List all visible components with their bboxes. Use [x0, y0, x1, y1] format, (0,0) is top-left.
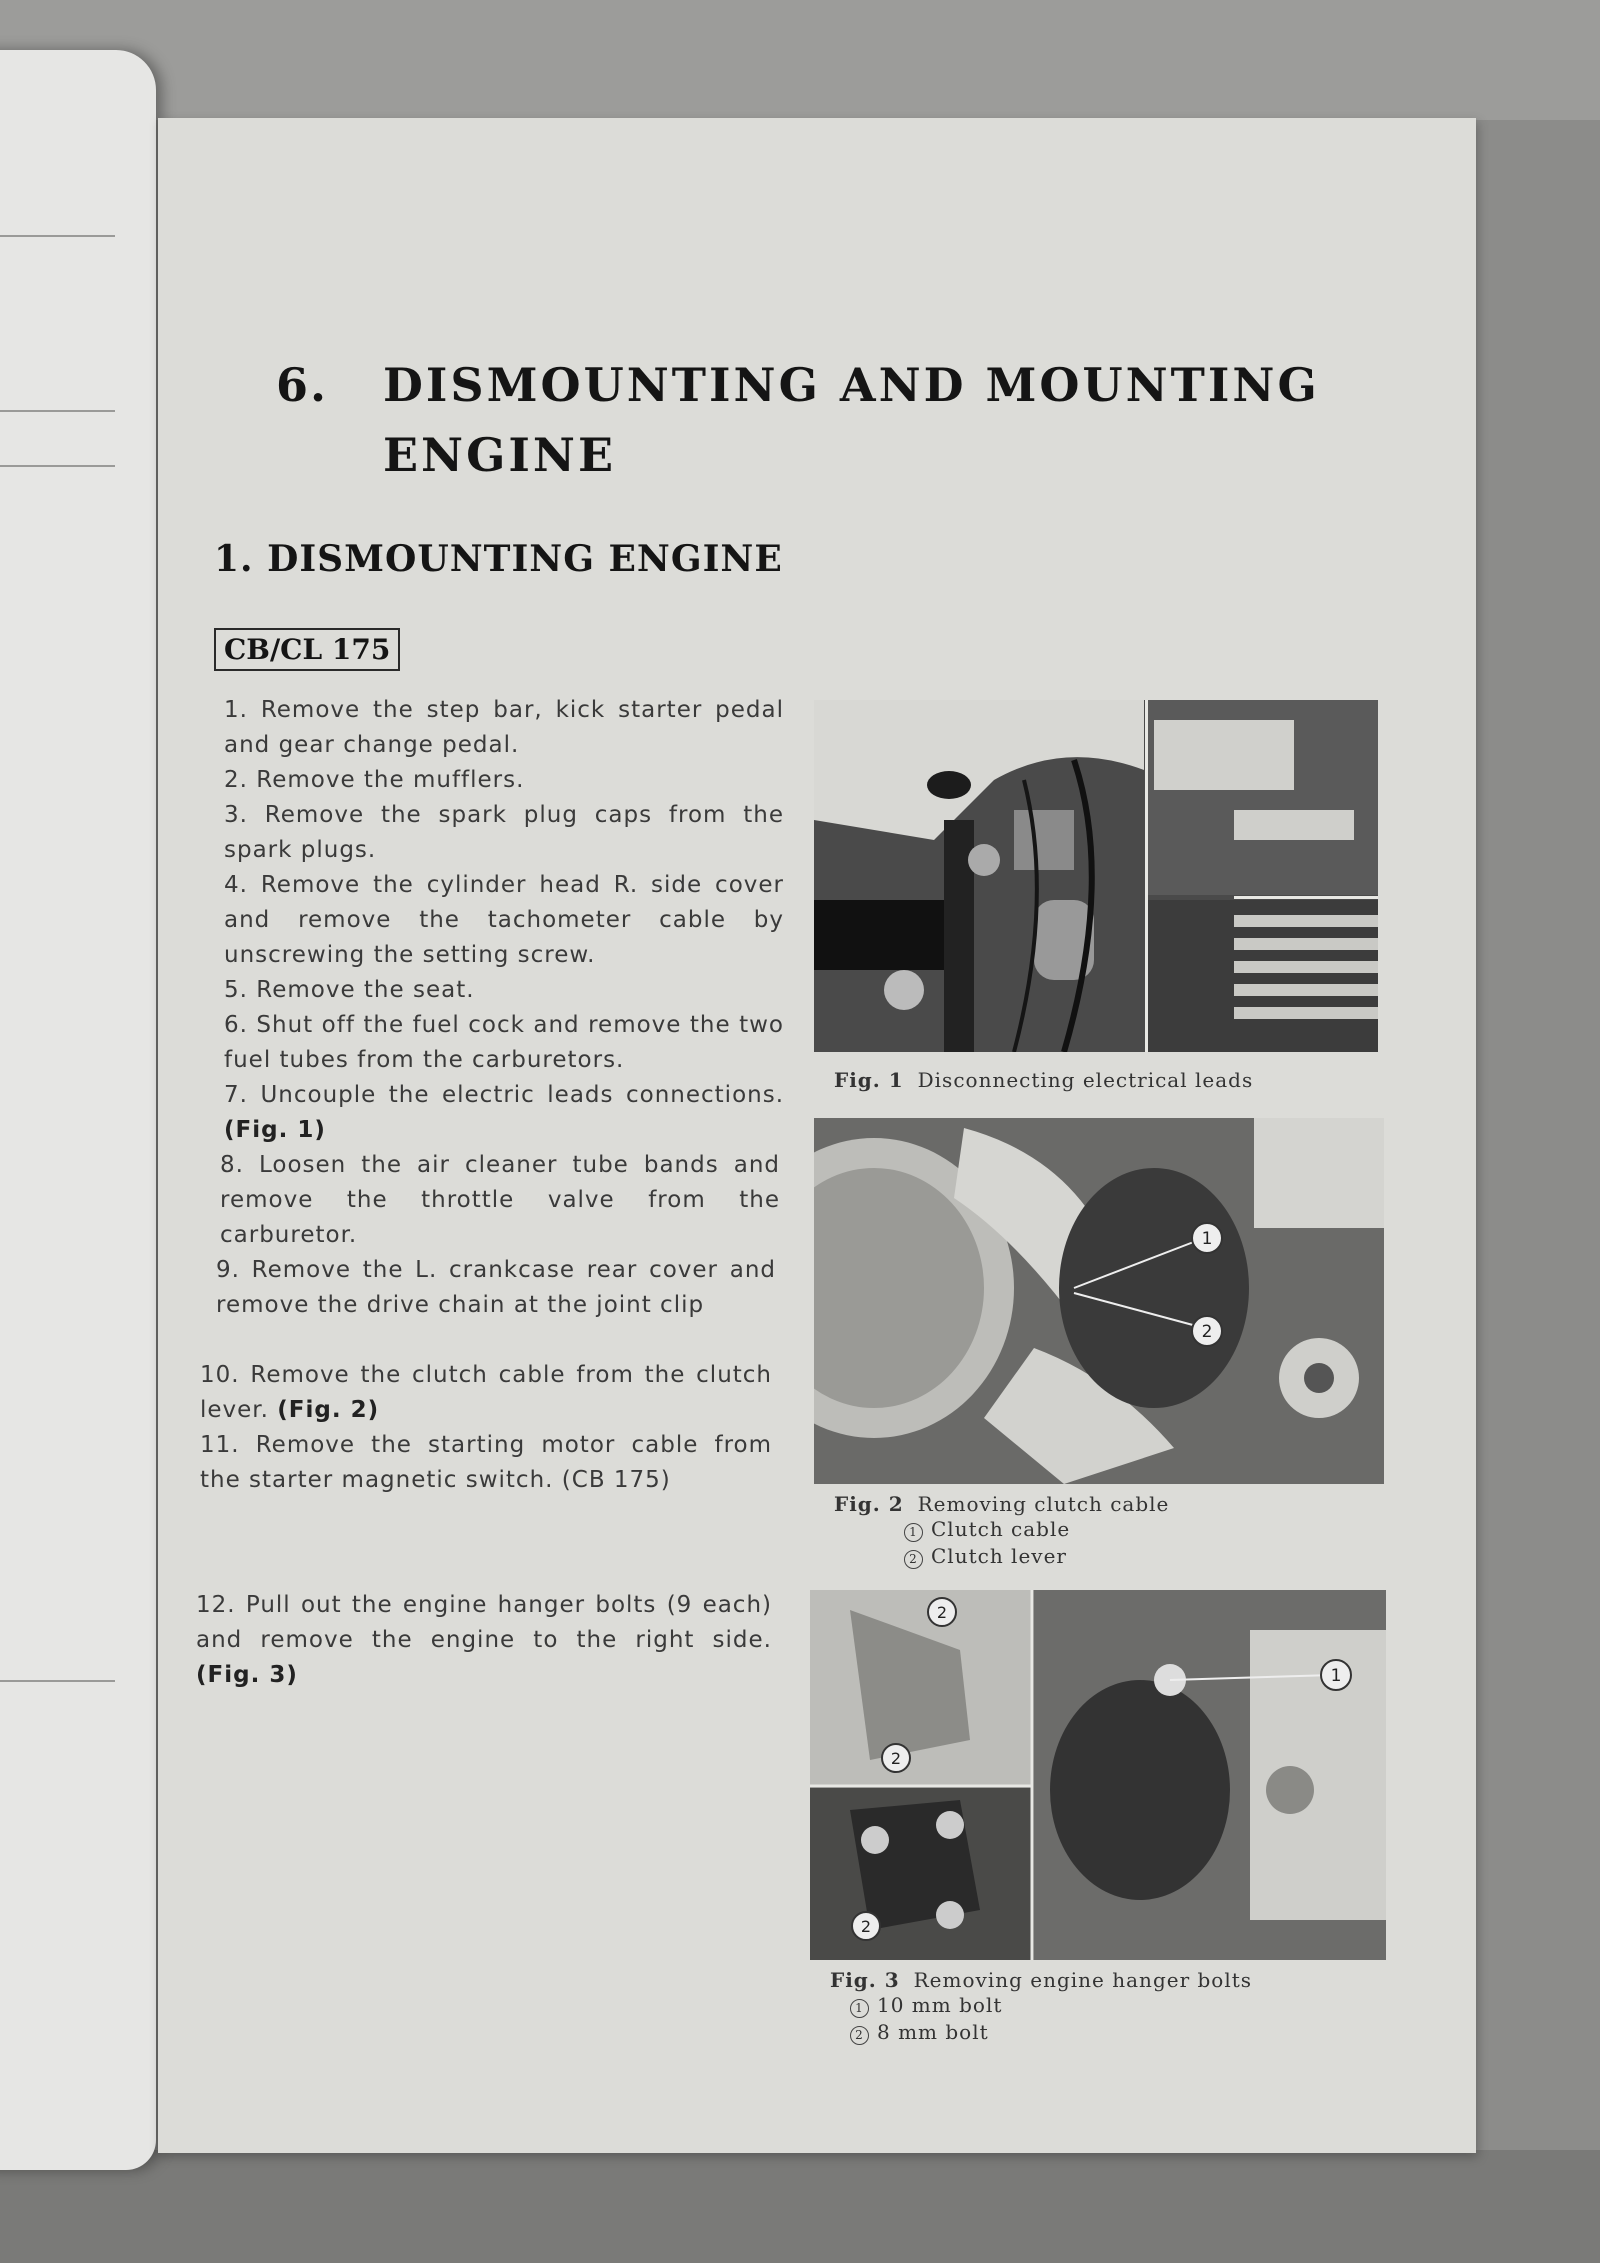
- fig1-photo: [814, 700, 1378, 1052]
- model-label: CB/CL 175: [214, 628, 400, 671]
- backdrop-bottom: [0, 2150, 1600, 2263]
- fig2-caption: Fig. 2 Removing clutch cable 1 Clutch cable 2 Clutch lever: [834, 1492, 1170, 1568]
- fig1-caption: Fig. 1 Disconnecting electrical leads: [834, 1068, 1254, 1092]
- svg-text:2: 2: [890, 1749, 902, 1768]
- fig3-legend-2: 2 8 mm bolt: [830, 2019, 1252, 2046]
- fig3-photo: [810, 1590, 1386, 1960]
- manual-page: [158, 118, 1476, 2153]
- step-5: 5. Remove the seat.: [224, 977, 475, 1003]
- left-page-rule: [0, 1680, 115, 1682]
- section-title: 1. DISMOUNTING ENGINE: [214, 538, 783, 580]
- step-1: 1. Remove the step bar, kick starter pedal and gear change pedal.: [224, 697, 784, 758]
- svg-text:1: 1: [1201, 1229, 1213, 1249]
- left-page-rule: [0, 465, 115, 467]
- fig3-caption: Fig. 3 Removing engine hanger bolts 1 10 mm bolt 2 8 mm bolt: [830, 1968, 1253, 2044]
- svg-text:1: 1: [1330, 1666, 1342, 1686]
- step-2: 2. Remove the mufflers.: [224, 767, 525, 793]
- svg-text:2: 2: [860, 1917, 872, 1936]
- steps-list: [158, 118, 858, 1918]
- svg-text:2: 2: [936, 1603, 948, 1622]
- left-page-rule: [0, 235, 115, 237]
- step-10: 10. Remove the clutch cable from the clutch lever. (Fig. 2): [200, 1362, 773, 1423]
- step-7: 7. Uncouple the electric leads connections. (Fig. 1): [224, 1082, 785, 1143]
- fig2-photo-illustration: [814, 1118, 1384, 1484]
- left-page-edge: [0, 50, 156, 2170]
- step-3: 3. Remove the spark plug caps from the spark plugs.: [224, 802, 784, 863]
- step-11: 11. Remove the starting motor cable from the starter magnetic switch. (CB 175): [200, 1432, 773, 1493]
- left-page-rule: [0, 410, 115, 412]
- step-4: 4. Remove the cylinder head R. side cover and remove the tachometer cable by unscrewing the setting screw.: [224, 872, 784, 968]
- fig2-photo: [814, 1118, 1384, 1484]
- backdrop-top: [0, 0, 1600, 120]
- step-9: 9. Remove the L. crankcase rear cover and remove the drive chain at the joint clip: [216, 1257, 776, 1318]
- step-8: 8. Loosen the air cleaner tube bands and remove the throttle valve from the carburetor.: [220, 1152, 781, 1248]
- step-12: 12. Pull out the engine hanger bolts (9 each) and remove the engine to the right side. (Fig. 3): [196, 1592, 773, 1688]
- svg-text:2: 2: [1201, 1322, 1213, 1342]
- fig3-photo-illustration: [810, 1590, 1386, 1960]
- chapter-number: 6.: [276, 358, 329, 412]
- fig2-legend-2: 2 Clutch lever: [834, 1543, 1169, 1570]
- fig2-legend-1: 1 Clutch cable: [834, 1516, 1169, 1543]
- chapter-title-line1: DISMOUNTING AND MOUNTING: [383, 358, 1320, 412]
- fig3-legend-1: 1 10 mm bolt: [830, 1992, 1252, 2019]
- step-6: 6. Shut off the fuel cock and remove the two fuel tubes from the carburetors.: [224, 1012, 785, 1073]
- fig1-photo-illustration: [814, 700, 1378, 1052]
- chapter-title-line2: ENGINE: [383, 428, 617, 482]
